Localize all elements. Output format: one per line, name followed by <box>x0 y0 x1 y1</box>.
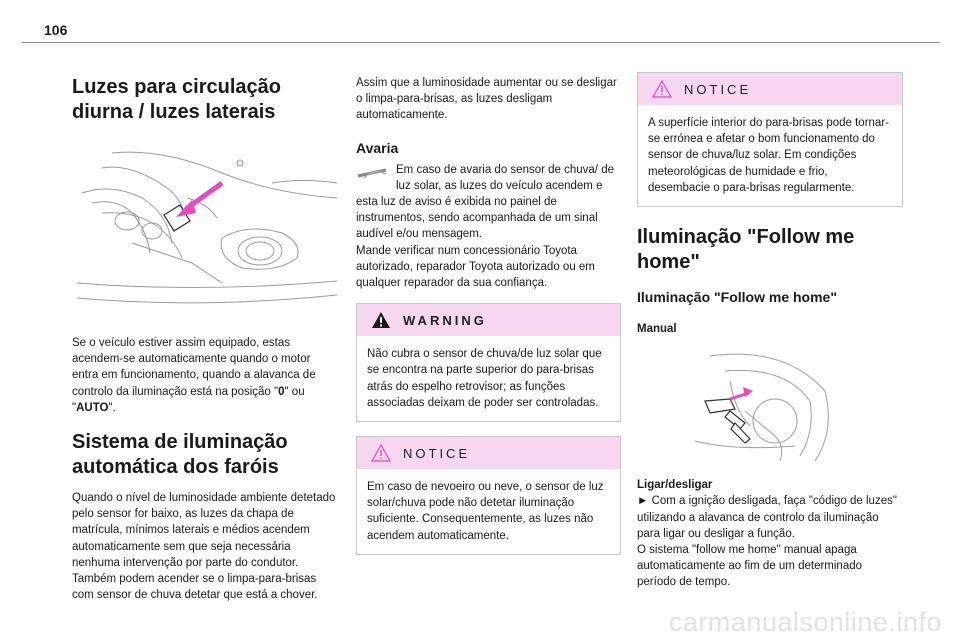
lighting-stalk-illustration <box>675 351 830 469</box>
notice-label: NOTICE <box>403 445 471 461</box>
lights-off-text: Assim que a luminosidade aumentar ou se desligar o limpa-para-brisas, as luzes desligam automaticamente. <box>356 77 617 122</box>
position-zero: 0 <box>278 385 285 398</box>
follow-me-home-note: O sistema "follow me home" manual apaga automaticamente ao fim de um determinado período de tempo. <box>637 544 863 589</box>
heading-daytime-lights: Luzes para circulação diurna / luzes laterais <box>72 76 281 123</box>
lighting-stalk-drawing-icon <box>675 351 830 469</box>
headlamp-drawing-icon <box>72 143 337 323</box>
daytime-lights-text: Se o veículo estiver assim equipado, estas acendem-se automaticamente quando o motor entra em funcionamento, quando a alavanca de controlo da iluminação está na posição "0" ou "AUTO". <box>72 337 316 414</box>
notice-label: NOTICE <box>684 81 752 97</box>
onoff-label: Ligar/desligar <box>637 479 713 492</box>
heading-fault: Avaria <box>356 139 399 156</box>
position-auto: AUTO <box>76 401 109 414</box>
warning-label: WARNING <box>403 312 487 328</box>
warning-text: Não cubra o sensor de chuva/de luz solar que se encontra na parte superior do para-brisas atrás do espelho retrovisor; as funções associadas deixam de poder ser controladas. <box>367 348 602 409</box>
column-left <box>72 60 337 603</box>
column-right <box>637 72 903 591</box>
watermark: carmanualsonline.info <box>668 607 942 637</box>
notice-windscreen-text: A superfície interior do para-brisas pode tornar-se errónea e afetar o bom funcionamento do sensor de chuva/luz solar. Em condições meteorológicas de humidade e frio, desembacie o para-brisas regularmente. <box>648 117 889 194</box>
sensor-warning-light-icon <box>356 166 390 180</box>
subheading-follow-me-home: Iluminação "Follow me home" <box>637 289 837 306</box>
top-rule <box>22 42 940 43</box>
auto-lighting-text: Quando o nível de luminosidade ambiente detetado pelo sensor for baixo, as luzes da chapa de matrícula, mínimos laterais e médios acendem automaticamente sem que seja necessária nenhuma intervenção por parte do condutor. Também podem acender se o limpa-para-brisas com sensor de chuva detetar que está a chover. <box>72 492 336 602</box>
column-middle <box>356 75 621 555</box>
fault-text: Em caso de avaria do sensor de chuva/ de luz solar, as luzes do veículo acendem e esta luz de aviso é exibida no painel de instrumentos, sendo acompanhada de um sinal audível e/ou mensagem. Mande verificar num concessionário Toyota autorizado, reparador Toyota autorizado ou em qualquer reparador da sua confiança. <box>356 163 614 290</box>
page-number: 106 <box>44 22 68 38</box>
manual-label: Manual <box>637 323 677 336</box>
notice-box-fog <box>356 436 621 555</box>
warning-header <box>357 304 620 336</box>
notice-triangle-icon <box>652 80 672 98</box>
notice-box-windscreen <box>637 72 903 207</box>
warning-triangle-icon <box>371 311 391 329</box>
headlamp-illustration <box>72 143 337 323</box>
notice-header-fog <box>357 437 620 469</box>
notice-header-windscreen <box>638 73 902 105</box>
notice-triangle-icon <box>371 444 391 462</box>
warning-box <box>356 303 621 422</box>
heading-auto-lighting: Sistema de iluminação automática dos faróis <box>72 431 288 479</box>
follow-me-home-step: ► Com a ignição desligada, faça "código de luzes" utilizando a alavanca de controlo da iluminação para ligar ou desligar a função. <box>637 495 897 540</box>
heading-follow-me-home: Iluminação "Follow me home" <box>637 226 855 274</box>
notice-fog-text: Em caso de nevoeiro ou neve, o sensor de luz solar/chuva pode não detetar iluminação suficiente. Consequentemente, as luzes não acendem automaticamente. <box>367 481 604 542</box>
